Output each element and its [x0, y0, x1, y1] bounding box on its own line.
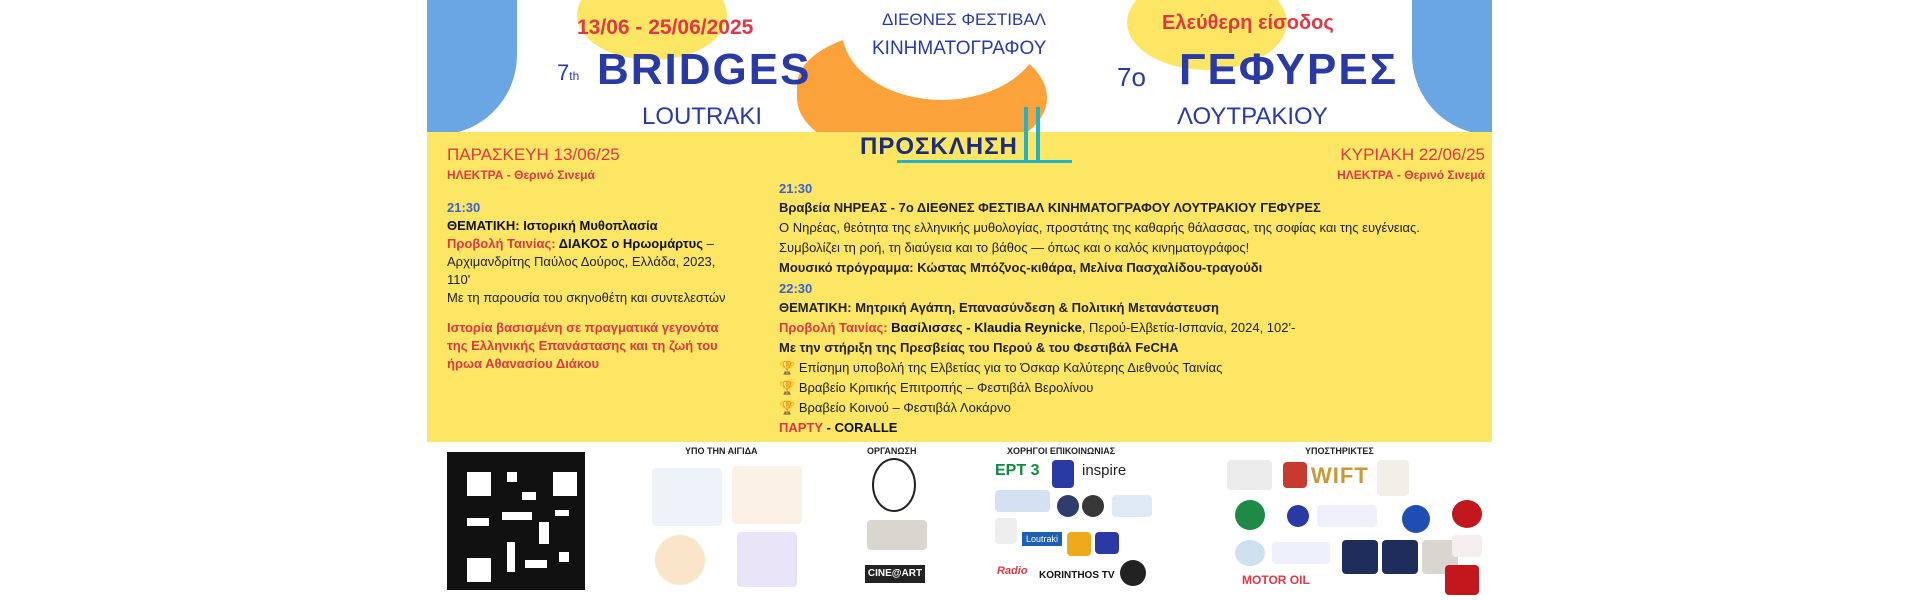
honor-3: 🏆 Βραβείο Κοινού – Φεστιβάλ Λοκάρνο [779, 400, 1011, 415]
edition-en: 7th [557, 60, 580, 85]
festival-title-line1: ΔΙΕΘΝΕΣ ΦΕΣΤΙΒΑΛ [882, 10, 1047, 29]
right-event [1295, 145, 1485, 182]
left-event-presence: Με τη παρουσία του σκηνοθέτη και συντελεστών [447, 290, 726, 305]
under-auspices-title: ΥΠΟ ΤΗΝ ΑΙΓΙΔΑ [685, 446, 758, 456]
middle-time-1: 21:30 [779, 181, 813, 196]
supporter-logo-3 [1377, 460, 1409, 496]
middle-theme: ΘΕΜΑΤΙΚΗ: Μητρική Αγάπη, Επανασύνδεση & Πολιτική Μετανάστευση [779, 300, 1219, 315]
supporter-logo-1 [1227, 460, 1272, 490]
festival-poster [427, 0, 1492, 600]
trophy-icon: 🏆 [779, 400, 796, 415]
left-event-screening: Προβολή Ταινίας: ΔΙΑΚΟΣ ο Ηρωομάρτυς – Αρχιμανδρίτης Παύλος Δούρος, Ελλάδα, 2023, 110' [447, 236, 716, 287]
media-logo-small [1052, 460, 1074, 488]
support-line: Με την στήριξη της Πρεσβείας του Περού & του Φεστιβάλ FeCHA [779, 340, 1179, 355]
party-line: ΠΑΡΤΥ - CORALLE [779, 420, 898, 435]
radio-logo: Radio [997, 565, 1028, 577]
cineart-logo: CINE@ART [865, 565, 925, 583]
wift-logo: WIFT [1311, 463, 1369, 488]
film-reel-icon [872, 458, 916, 512]
awards-title: Βραβεία ΝΗΡΕΑΣ - 7ο ΔΙΕΘΝΕΣ ΦΕΣΤΙΒΑΛ ΚΙΝΗΜΑΤΟΓΡΑΦΟΥ ΛΟΥΤΡΑΚΙΟΥ ΓΕΦΥΡΕΣ [779, 200, 1321, 215]
decor-blue-shape-right [1412, 0, 1492, 135]
invitation-bar-2 [1036, 107, 1040, 162]
honor-1: 🏆 Επίσημη υποβολή της Ελβετίας για το Όσκαρ Καλύτερης Διεθνούς Ταινίας [779, 360, 1223, 375]
media-sponsors-title: ΧΟΡΗΓΟΙ ΕΠΙΚΟΙΝΩΝΙΑΣ [1007, 446, 1116, 456]
left-event-story: Ιστορία βασισμένη σε πραγματικά γεγονότα της Ελληνικής Επανάστασης και τη ζωή του ήρωα Αθανασίου Διάκου [447, 320, 719, 371]
right-event-venue: ΗΛΕΚΤΡΑ - Θερινό Σινεμά [1337, 168, 1485, 182]
free-entry: Ελεύθερη είσοδος [1162, 12, 1334, 34]
qr-code[interactable] [447, 452, 585, 590]
media-round-logo-3 [1120, 560, 1146, 586]
supporter-logo-7 [1402, 505, 1430, 533]
radio-106-logo [1067, 532, 1091, 556]
supporter-logo-2 [1283, 462, 1307, 488]
supporter-logo-12 [1382, 540, 1418, 574]
trophy-icon: 🏆 [779, 380, 796, 395]
left-event-theme: ΘΕΜΑΤΙΚΗ: Ιστορική Μυθοπλασία [447, 218, 658, 233]
media-round-logo-1 [1057, 495, 1079, 517]
left-event-venue: ΗΛΕΚΤΡΑ - Θερινό Σινεμά [447, 168, 595, 182]
supporter-logo-14 [1452, 535, 1482, 557]
supporters-title: ΥΠΟΣΤΗΡΙΚΤΕΣ [1305, 446, 1374, 456]
media-round-logo-2 [1082, 495, 1104, 517]
invitation-title: ΠΡΟΣΚΛΗΣΗ [860, 133, 1018, 160]
inspire-logo: inspire [1082, 462, 1127, 479]
supporter-logo-5 [1287, 505, 1309, 527]
korinthos-tv-logo: KORINTHOS TV [1039, 570, 1115, 581]
gefyres-logo-text: ΓΕΦΥΡΕΣ [1179, 45, 1399, 94]
trophy-icon: 🏆 [779, 360, 796, 375]
supporter-logo-8 [1452, 500, 1482, 528]
media-logo-t [995, 518, 1017, 544]
nireas-text: Ο Νηρέας, θεότητα της ελληνικής μυθολογίας, προστάτης της καθαρής θάλασσας, της σοφίας και της ευγένειας. Συμβολίζει τη ροή, τη διαύγεια και το βάθος — όπως και ο καλός κινηματογράφος! [779, 220, 1420, 255]
peru-embassy-logo [1445, 565, 1479, 595]
left-event-time: 21:30 [447, 200, 481, 215]
organizer-title: ΟΡΓΑΝΩΣΗ [867, 446, 917, 456]
bridges-logo-text: BRIDGES [597, 45, 812, 94]
supporter-logo-4 [1235, 500, 1265, 530]
music-program: Μουσικό πρόγραμμα: Κώστας Μπόζνος-κιθάρα, Μελίνα Πασχαλίδου-τραγούδι [779, 260, 1263, 275]
ert3-logo: ΕΡΤ 3 [995, 462, 1045, 482]
invitation-bar-1 [1024, 107, 1028, 162]
supporter-logo-10 [1272, 542, 1330, 564]
municipality-logo [732, 466, 802, 524]
festival-dates: 13/06 - 25/06/2025 [577, 16, 754, 39]
decor-blue-shape-left [427, 0, 517, 135]
culture-logo [737, 532, 797, 587]
media-logo-blue [1112, 495, 1152, 517]
invitation-underline [897, 160, 1072, 163]
organizer-logo [867, 520, 927, 550]
edition-gr: 7ο [1117, 62, 1146, 92]
media-logo-blue-2 [1095, 532, 1119, 554]
loutraki-logo: Loutraki [1022, 532, 1062, 546]
city-en: LOUTRAKI [642, 103, 763, 130]
hellenic-republic-logo [652, 468, 722, 526]
honor-2: 🏆 Βραβείο Κριτικής Επιτροπής – Φεστιβάλ Βερολίνου [779, 380, 1094, 395]
middle-time-2: 22:30 [779, 281, 813, 296]
left-event-day: ΠΑΡΑΣΚΕΥΗ 13/06/25 [447, 145, 620, 164]
city-gr: ΛΟΥΤΡΑΚΙΟΥ [1177, 103, 1328, 130]
left-event [447, 145, 737, 373]
festival-title-line2: ΚΙΝΗΜΑΤΟΓΡΑΦΟΥ [872, 38, 1047, 59]
sigma-logo [995, 490, 1050, 512]
middle-event [779, 180, 1479, 438]
chamber-logo [655, 535, 705, 585]
middle-screening: Προβολή Ταινίας: Βασίλισσες - Klaudia Reynicke, Περού-Ελβετία-Ισπανία, 2024, 102'- [779, 320, 1296, 335]
supporter-logo-11 [1342, 540, 1378, 574]
supporter-logo-9 [1235, 540, 1265, 566]
supporter-logo-6 [1317, 505, 1377, 527]
right-event-day: ΚΥΡΙΑΚΗ 22/06/25 [1340, 145, 1485, 164]
motor-oil-logo: MOTOR OIL [1242, 573, 1310, 587]
